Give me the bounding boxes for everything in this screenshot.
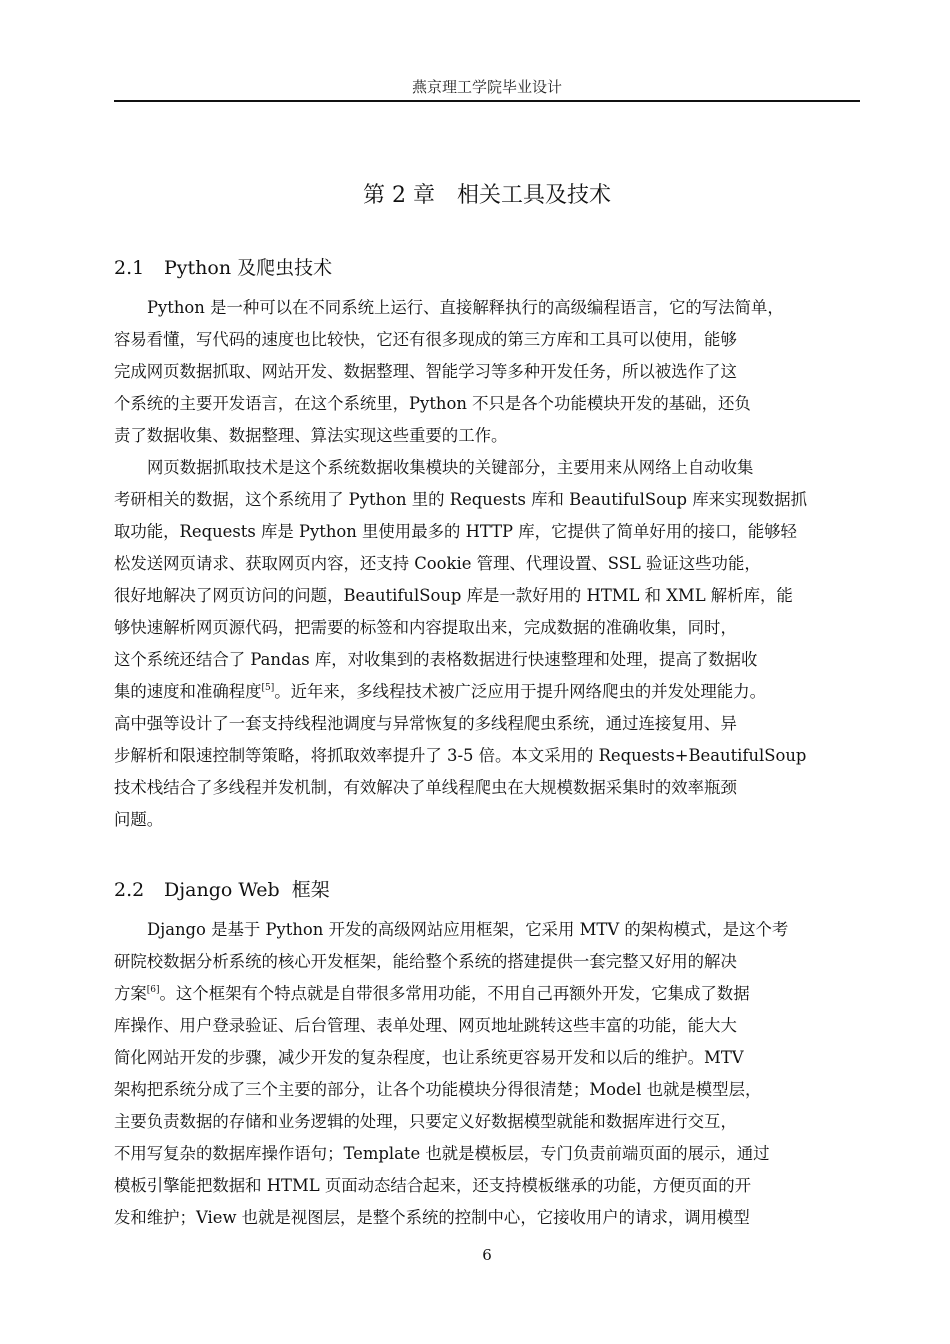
line-text: 。这个框架有个特点就是自带很多常用功能，不用自己再额外开发，它集成了数据 (159, 984, 750, 1003)
paragraph (114, 452, 860, 836)
paragraph-line: 模板引擎能把数据和 HTML 页面动态结合起来，还支持模板继承的功能，方便页面的开 (114, 1176, 751, 1195)
paragraph-line: 研院校数据分析系统的核心开发框架，能给整个系统的搭建提供一套完整又好用的解决 (114, 952, 737, 971)
paragraph-line: 够快速解析网页源代码，把需要的标签和内容提取出来，完成数据的准确收集，同时， (114, 618, 737, 637)
page-number: 6 (482, 1246, 492, 1264)
section-heading-2-2 (114, 875, 330, 902)
paragraph-line: 很好地解决了网页访问的问题，BeautifulSoup 库是一款好用的 HTML 和 XML 解析库，能 (114, 586, 793, 605)
running-header: 燕京理工学院毕业设计 (411, 78, 562, 96)
paragraph-line: 不用写复杂的数据库操作语句；Template 也就是模板层，专门负责前端页面的展示，通过 (114, 1144, 770, 1163)
paragraph-line: 个系统的主要开发语言，在这个系统里，Python 不只是各个功能模块开发的基础，还负 (114, 394, 751, 413)
section-title: Python 及爬虫技术 (164, 257, 333, 279)
paragraph-line: 松发送网页请求、获取网页内容，还支持 Cookie 管理、代理设置、SSL 验证这些功能， (114, 554, 761, 573)
paragraph-line: 库操作、用户登录验证、后台管理、表单处理、网页地址跳转这些丰富的功能，能大大 (114, 1016, 737, 1035)
paragraph-line: 问题。 (114, 810, 164, 829)
paragraph-line: 技术栈结合了多线程并发机制，有效解决了单线程爬虫在大规模数据采集时的效率瓶颈 (114, 778, 737, 797)
paragraph-line: 取功能，Requests 库是 Python 里使用最多的 HTTP 库，它提供了简单好用的接口，能够轻 (114, 522, 797, 541)
paragraph-line: 网页数据抓取技术是这个系统数据收集模块的关键部分，主要用来从网络上自动收集 (147, 458, 754, 477)
paragraph-line: 考研相关的数据，这个系统用了 Python 里的 Requests 库和 BeautifulSoup 库来实现数据抓 (114, 490, 807, 509)
paragraph (114, 914, 860, 1234)
section-title: Django Web 框架 (164, 879, 330, 901)
chapter-number: 第 2 章 (363, 183, 435, 208)
line-text: 方案 (114, 984, 147, 1003)
section-number: 2.1 (114, 257, 145, 279)
paragraph-line: Python 是一种可以在不同系统上运行、直接解释执行的高级编程语言，它的写法简单， (147, 298, 784, 317)
line-text: 集的速度和准确程度 (114, 682, 262, 701)
paragraph-line: 主要负责数据的存储和业务逻辑的处理，只要定义好数据模型就能和数据库进行交互， (114, 1112, 737, 1131)
chapter-title (114, 178, 860, 209)
paragraph-line: Django 是基于 Python 开发的高级网站应用框架，它采用 MTV 的架构模式，是这个考 (147, 920, 789, 939)
paragraph-line: 这个系统还结合了 Pandas 库，对收集到的表格数据进行快速整理和处理，提高了数据收 (114, 650, 758, 669)
paragraph-line-with-citation (114, 676, 860, 708)
paragraph (114, 292, 860, 452)
paragraph-line: 容易看懂，写代码的速度也比较快，它还有很多现成的第三方库和工具可以使用，能够 (114, 330, 737, 349)
paragraph-line: 简化网站开发的步骤，减少开发的复杂程度，也让系统更容易开发和以后的维护。MTV (114, 1048, 744, 1067)
line-text: 。近年来，多线程技术被广泛应用于提升网络爬虫的并发处理能力。 (274, 682, 766, 701)
paragraph-line: 架构把系统分成了三个主要的部分，让各个功能模块分得很清楚；Model 也就是模型层， (114, 1080, 762, 1099)
chapter-title-text: 相关工具及技术 (456, 183, 611, 208)
paragraph-line: 步解析和限速控制等策略，将抓取效率提升了 3-5 倍。本文采用的 Requests+BeautifulSoup (114, 746, 807, 765)
section-heading-2-1 (114, 253, 332, 280)
section-number: 2.2 (114, 879, 145, 901)
paragraph-line: 发和维护；View 也就是视图层，是整个系统的控制中心，它接收用户的请求，调用模型 (114, 1208, 750, 1227)
citation-ref: [5] (261, 683, 275, 693)
header-rule (114, 100, 860, 102)
paragraph-line-with-citation (114, 978, 860, 1010)
paragraph-line: 高中强等设计了一套支持线程池调度与异常恢复的多线程爬虫系统，通过连接复用、异 (114, 714, 737, 733)
paragraph-line: 责了数据收集、数据整理、算法实现这些重要的工作。 (114, 426, 508, 445)
citation-ref: [6] (146, 985, 160, 995)
paragraph-line: 完成网页数据抓取、网站开发、数据整理、智能学习等多种开发任务，所以被选作了这 (114, 362, 737, 381)
